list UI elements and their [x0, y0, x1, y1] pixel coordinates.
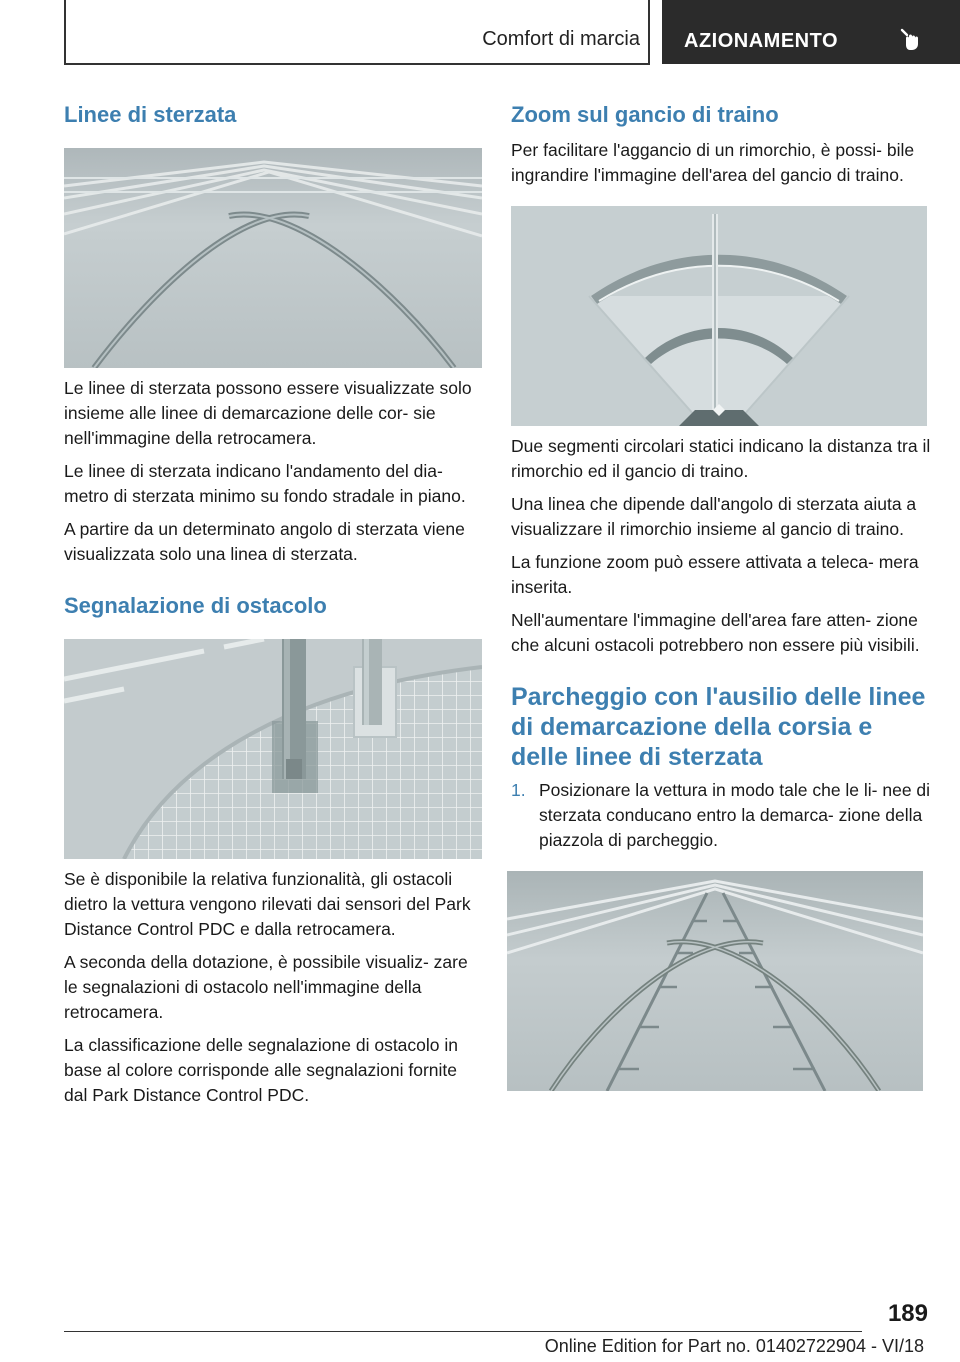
section-title-parking: Parcheggio con l'ausilio delle linee di demarcazione della corsia e delle linee di sterzata: [511, 683, 926, 771]
chapter-label: AZIONAMENTO: [684, 30, 839, 52]
paragraph: Per facilitare l'aggancio di un rimorchio, è possi- bile ingrandire l'immagine dell'area del gancio di traino.: [511, 140, 915, 185]
header-section-title: Comfort di marcia: [482, 28, 640, 50]
header-left-rule: [64, 0, 66, 64]
section-title-hitch-zoom: Zoom sul gancio di traino: [511, 102, 779, 127]
paragraph: Se è disponibile la relativa funzionalità, gli ostacoli dietro la vettura vengono rilevati dai sensori del Park Distance Control PDC e dalla retrocamera.: [64, 869, 471, 939]
figure-parking-lines: [507, 871, 931, 1091]
header-separator: [648, 0, 650, 64]
hand-pointer-icon: [898, 26, 924, 52]
figure-steering-lines: [64, 148, 482, 368]
step-number: 1.: [511, 780, 526, 800]
paragraph: La funzione zoom può essere attivata a teleca- mera inserita.: [511, 552, 919, 597]
page-number: 189: [887, 1300, 928, 1327]
section-title-obstacle-markings: Segnalazione di ostacolo: [64, 593, 327, 618]
footer-edition: Online Edition for Part no. 01402722904 - VI/18: [544, 1336, 924, 1356]
chapter-tab[interactable]: [662, 0, 960, 64]
section-title-steering-lines: Linee di sterzata: [64, 102, 237, 127]
paragraph: Una linea che dipende dall'angolo di sterzata aiuta a visualizzare il rimorchio insieme al gancio di traino.: [511, 494, 917, 539]
step-text: Posizionare la vettura in modo tale che le li- nee di sterzata conducano entro la demarca- zione della piazzola di parcheggio.: [539, 780, 931, 850]
left-column: [64, 100, 482, 1108]
figure-hitch-zoom: [511, 206, 931, 426]
paragraph: La classificazione delle segnalazione di ostacolo in base al colore corrisponde alle segnalazioni fornite dal Park Distance Control PDC.: [64, 1035, 458, 1105]
paragraph: A seconda della dotazione, è possibile visualiz- zare le segnalazioni di ostacolo nell'immagine della retrocamera.: [64, 952, 468, 1022]
paragraph: Le linee di sterzata possono essere visualizzate solo insieme alle linee di demarcazione delle cor- sie nell'immagine della retrocamera.: [64, 378, 472, 448]
right-column: [511, 100, 931, 1091]
paragraph: Le linee di sterzata indicano l'andamento del dia- metro di sterzata minimo su fondo stradale in piano.: [64, 461, 466, 506]
steps-list: [511, 778, 931, 853]
footer-rule: [64, 1331, 862, 1332]
paragraph: Nell'aumentare l'immagine dell'area fare atten- zione che alcuni ostacoli potrebbero non essere più visibili.: [511, 610, 920, 655]
paragraph: Due segmenti circolari statici indicano la distanza tra il rimorchio ed il gancio di traino.: [511, 436, 931, 481]
figure-obstacle-markings: [64, 639, 482, 859]
header-rule: [64, 63, 650, 65]
paragraph: A partire da un determinato angolo di sterzata viene visualizzata solo una linea di sterzata.: [64, 519, 465, 564]
list-item: [511, 778, 931, 853]
